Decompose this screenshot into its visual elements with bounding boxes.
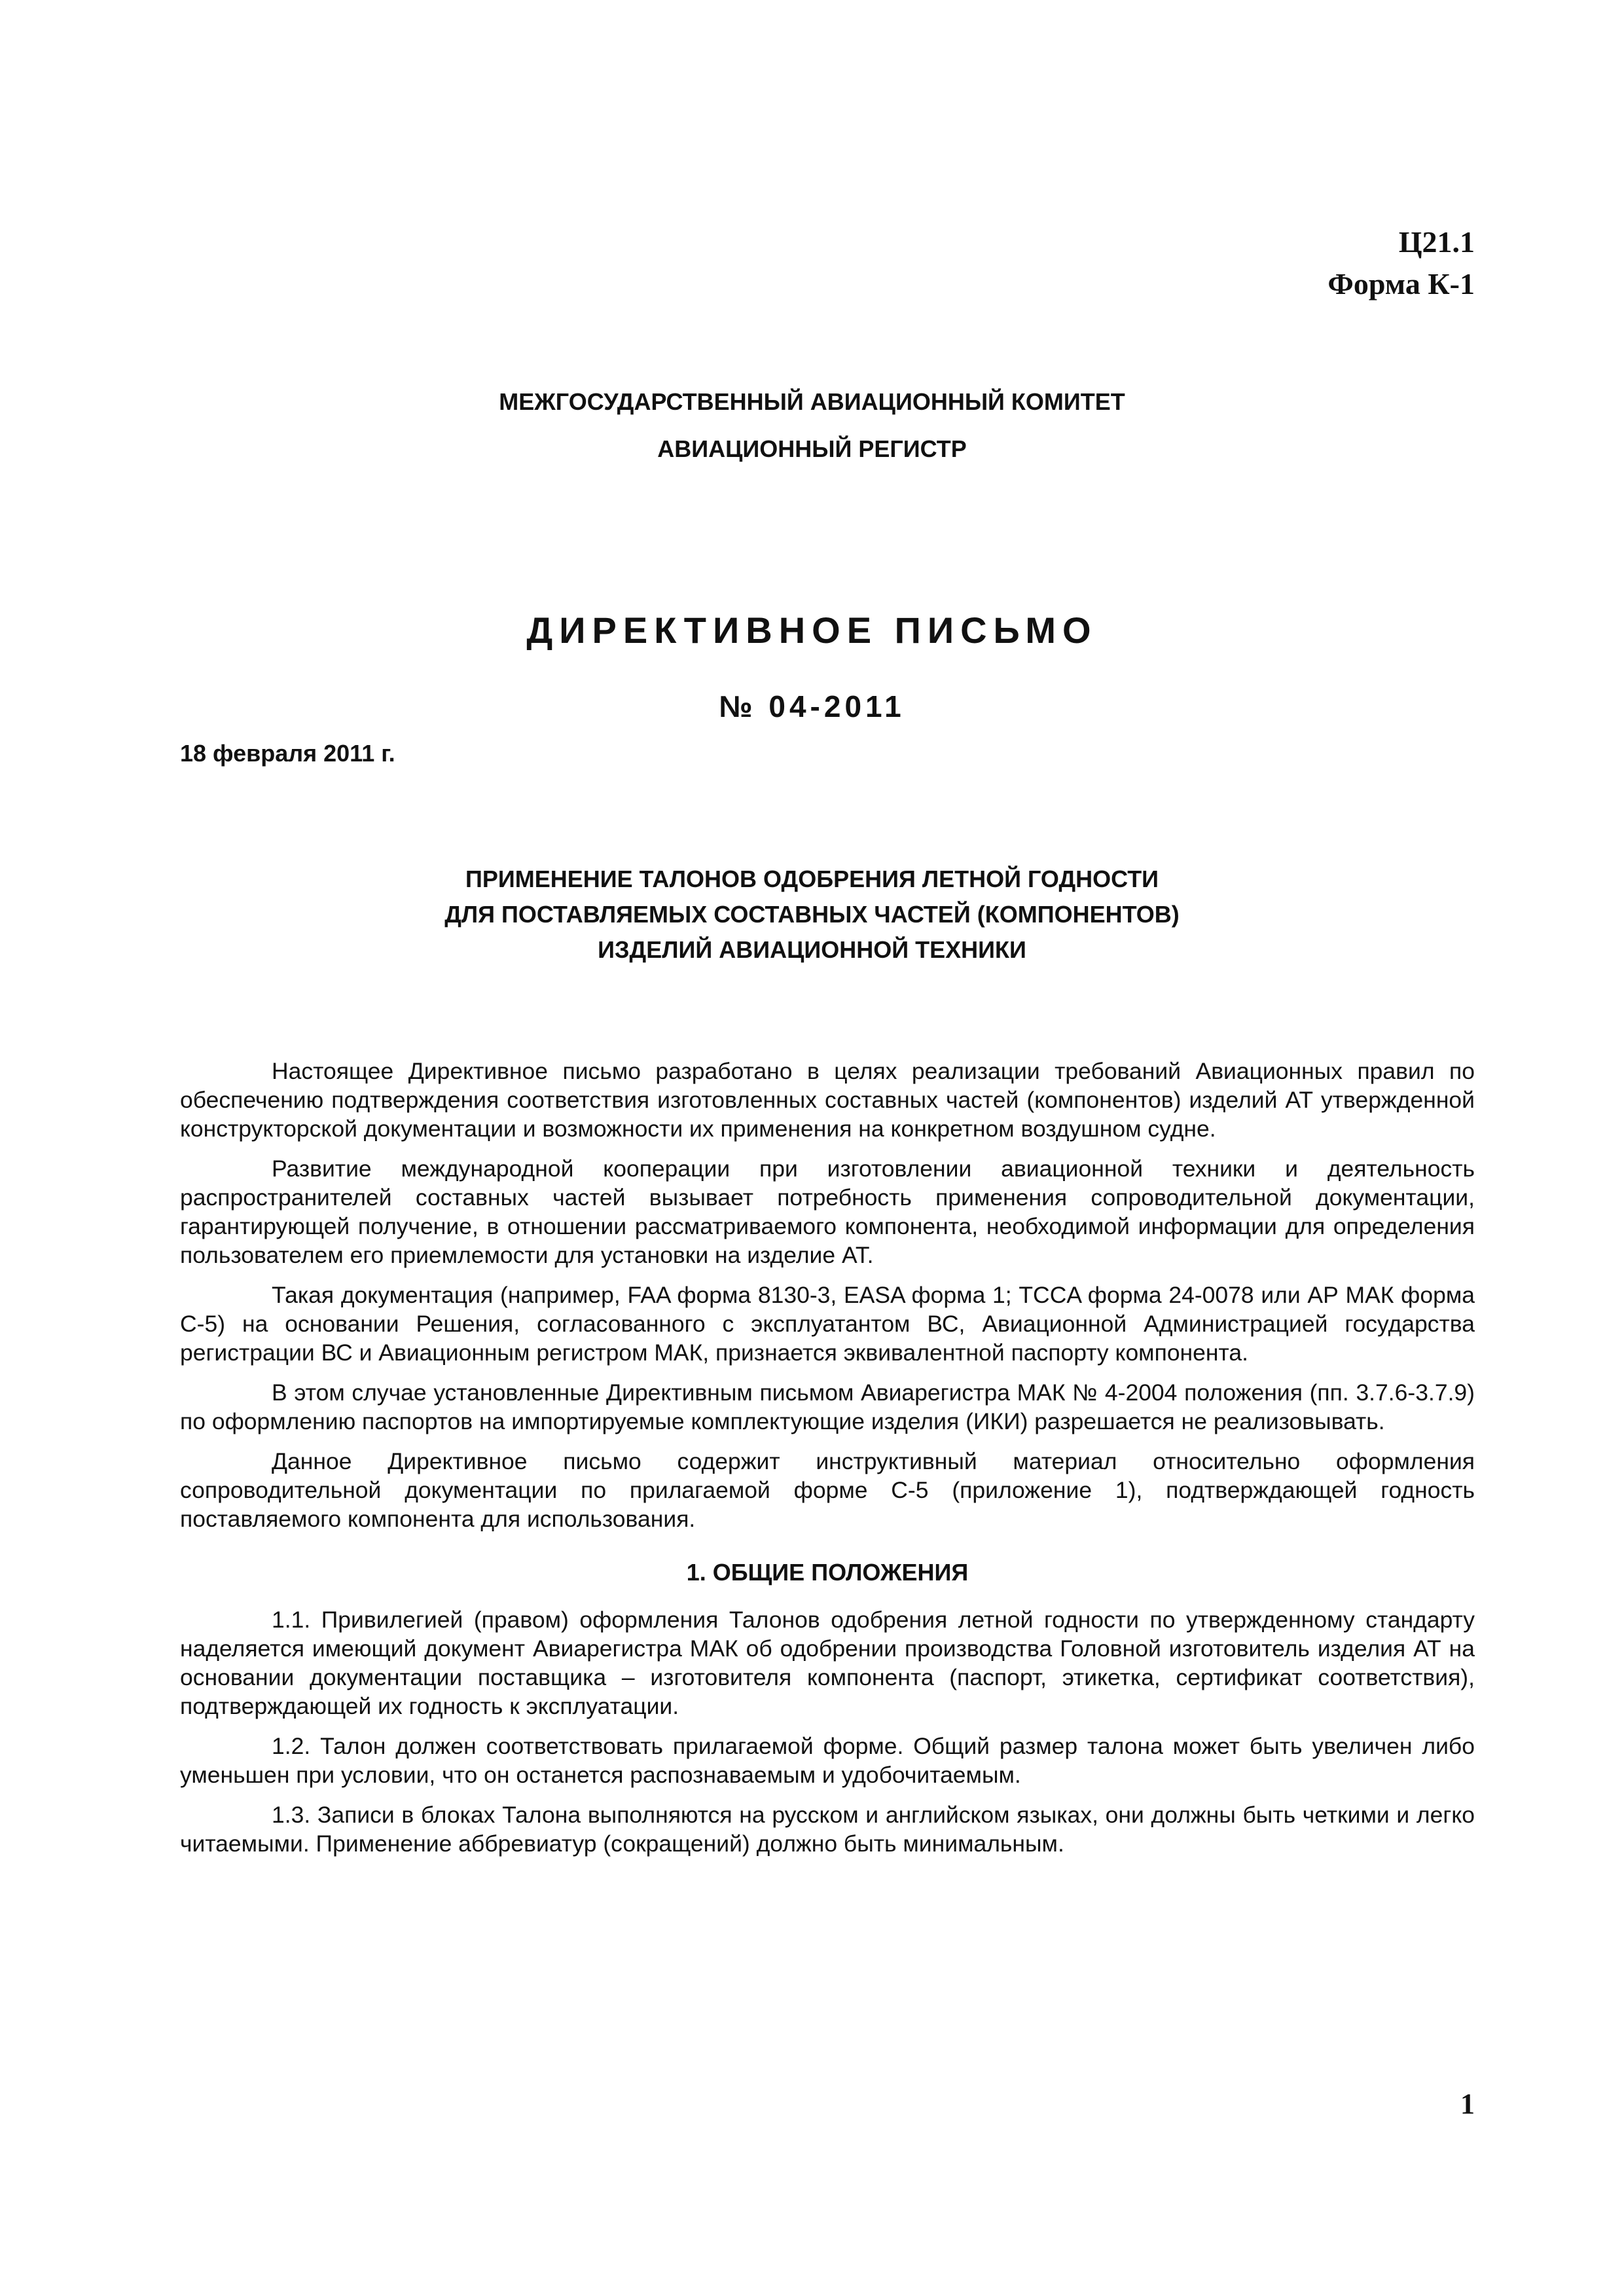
subject-line: ПРИМЕНЕНИЕ ТАЛОНОВ ОДОБРЕНИЯ ЛЕТНОЙ ГОДНОСТИ xyxy=(465,866,1159,892)
intro-paragraph: В этом случае установленные Директивным письмом Авиарегистра МАК № 4-2004 положения (пп. 3.7.6-3.7.9) по оформлению паспортов на импортируемые комплектующие изделия (ИКИ) разрешается не реализовывать. xyxy=(180,1379,1475,1434)
organization-subname: АВИАЦИОННЫЙ РЕГИСТР xyxy=(657,435,967,462)
document-body xyxy=(180,1057,1475,1869)
intro-paragraph: Такая документация (например, FAA форма 8130-3, EASA форма 1; TCCA форма 24-0078 или АР МАК форма С-5) на основании Решения, согласованного с эксплуатантом ВС, Авиационной Администрацией государства регистрации ВС и Авиационным регистром МАК, признается эквивалентной паспорту компонента. xyxy=(180,1282,1475,1366)
intro-paragraph: Настоящее Директивное письмо разработано в целях реализации требований Авиационных правил по обеспечению подтверждения соответствия изготовленных составных частей (компонентов) изделий АТ утвержденной конструкторской документации и возможности их применения на конкретном воздушном судне. xyxy=(180,1058,1475,1142)
document-code: Ц21.1 xyxy=(1398,225,1475,259)
subject-line: ДЛЯ ПОСТАВЛЯЕМЫХ СОСТАВНЫХ ЧАСТЕЙ (КОМПОНЕНТОВ) xyxy=(444,901,1180,928)
section-paragraph: 1.3. Записи в блоках Талона выполняются на русском и английском языках, они должны быть четкими и легко читаемыми. Применение аббревиатур (сокращений) должно быть минимальным. xyxy=(180,1802,1475,1857)
document-title: ДИРЕКТИВНОЕ ПИСЬМО xyxy=(526,610,1098,651)
section-paragraph: 1.2. Талон должен соответствовать прилагаемой форме. Общий размер талона может быть увеличен либо уменьшен при условии, что он останется распознаваемым и удобочитаемым. xyxy=(180,1733,1475,1788)
document-subject xyxy=(0,862,1624,968)
subject-line: ИЗДЕЛИЙ АВИАЦИОННОЙ ТЕХНИКИ xyxy=(598,936,1026,963)
intro-paragraph: Развитие международной кооперации при изготовлении авиационной техники и деятельность распространителей составных частей вызывает потребность применения сопроводительной документации, гарантирующей получение, в отношении рассматриваемого компонента, необходимой информации для определения пользователем его приемлемости для установки на изделие АТ. xyxy=(180,1156,1475,1268)
organization-header xyxy=(0,378,1624,473)
intro-paragraph: Данное Директивное письмо содержит инструктивный материал относительно оформления сопроводительной документации по прилагаемой форме С-5 (приложение 1), подтверждающей годность поставляемого компонента для использования. xyxy=(180,1448,1475,1532)
page-number: 1 xyxy=(1460,2088,1475,2120)
document-code-block xyxy=(1327,221,1475,305)
document-date: 18 февраля 2011 г. xyxy=(180,740,395,767)
section-heading: 1. ОБЩИЕ ПОЛОЖЕНИЯ xyxy=(686,1559,969,1586)
organization-name: МЕЖГОСУДАРСТВЕННЫЙ АВИАЦИОННЫЙ КОМИТЕТ xyxy=(499,388,1125,415)
form-label: Форма К-1 xyxy=(1327,267,1475,301)
section-paragraph: 1.1. Привилегией (правом) оформления Талонов одобрения летной годности по утвержденному стандарту наделяется имеющий документ Авиарегистра МАК об одобрении производства Головной изготовитель изделия АТ на основании документации поставщика – изготовителя компонента (паспорт, этикетка, сертификат соответствия), подтверждающей их годность к эксплуатации. xyxy=(180,1607,1475,1719)
document-number: № 04-2011 xyxy=(719,689,905,723)
